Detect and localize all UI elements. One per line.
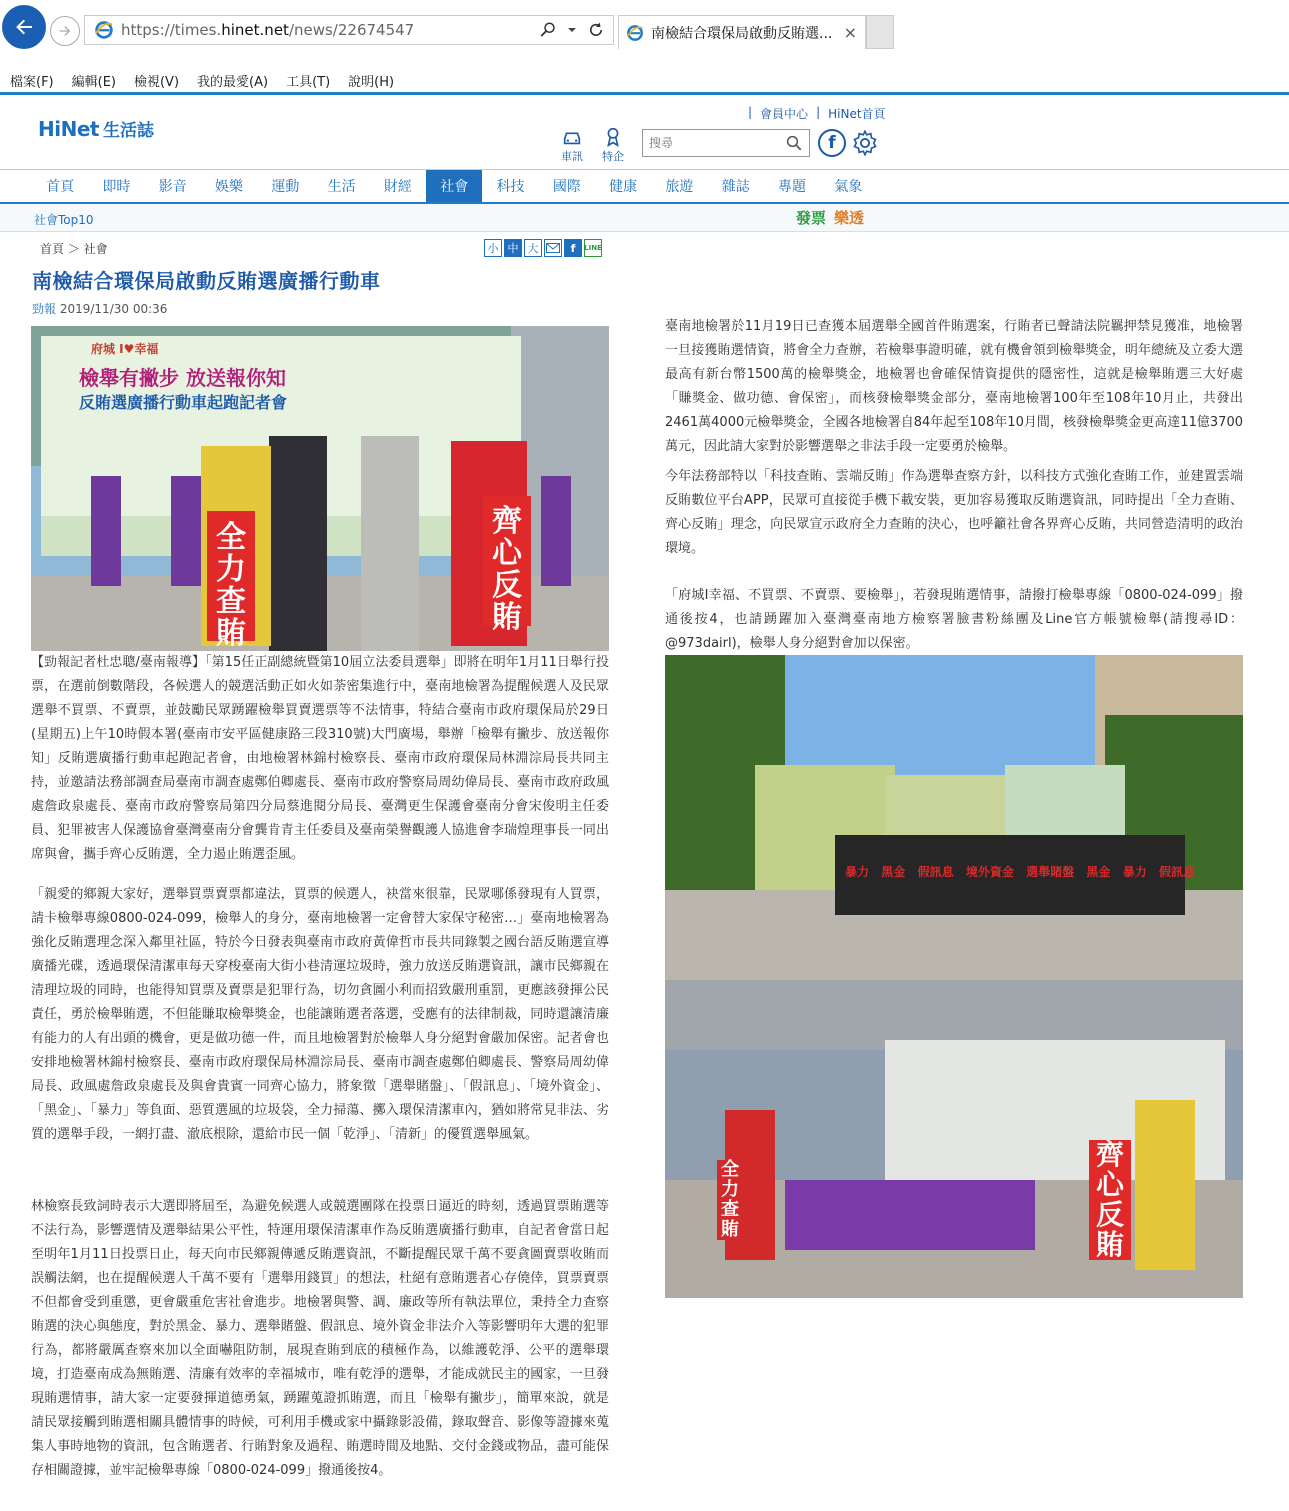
promo-links: [796, 207, 864, 228]
lion-right-banner: 齊心反賄: [1089, 1140, 1131, 1260]
article-paragraph-3: 林檢察長致詞時表示大選即將屆至，為避免候選人或競選團隊在投票日逼近的時刻，透過買票賄選等不法行為，影響選情及選舉結果公平性，特運用環保清潔車作為反賄選廣播行動車，自記者會當日起至明年1月11日投票日止，每天向市民鄉親傳遞反賄選資訊，不斷提醒民眾千萬不要貪圖賣票收賄而誤觸法網，也在提醒候選人千萬不要有「選舉用錢買」的想法，杜絕有意賄選者心存僥倖，買票賣票不但都會受到重懲，更會嚴重危害社會進步。地檢署與警、調、廉政等所有執法單位，秉持全力查察賄選的決心與態度，對於黑金、暴力、選舉賭盤、假訊息、境外資金非法介入等影響明年大選的犯罪行為，都將嚴厲查察來加以全面嚇阻防制，展現查賄到底的積極作為，以維護乾淨、公平的選舉環境，打造臺南成為無賄選、清廉有效率的幸福城市，唯有乾淨的選舉，才能成就民主的國家，一旦發現賄選情事，請大家一定要發揮道德勇氣，踴躍蒐證抓賄選，而且「檢舉有撇步」，簡單來說，就是請民眾接觸到賄選相關具體情事的時候，可利用手機或家中攝錄影設備，錄取聲音、影像等證據來蒐集人事時地物的資訊，包含賄選者、行賄對象及過程、賄選時間及地點、交付金錢或物品，盡可能保存相關證據，並牢記檢舉專線「0800-024-099」撥通後按4。: [31, 1199, 609, 1478]
article-datetime: 2019/11/30 00:36: [59, 302, 168, 316]
category-nav: [0, 170, 1289, 204]
url-path: /news/22674547: [288, 21, 415, 39]
article-headline: 南檢結合環保局啟動反賄選廣播行動車: [32, 269, 381, 293]
nav-item[interactable]: 科技: [496, 179, 525, 195]
close-icon[interactable]: ×: [843, 23, 857, 42]
article-tools: [484, 239, 602, 257]
bag-label: 選舉賭盤: [1026, 865, 1075, 879]
ie-logo-icon: [91, 17, 117, 43]
banner-top-text: 府城 I♥幸福: [91, 342, 159, 356]
forward-button[interactable]: [50, 16, 80, 46]
lion-left-banner: 全力查賄: [717, 1160, 743, 1240]
menu-bar: [0, 68, 1289, 92]
menu-view[interactable]: 檢視(V): [133, 74, 180, 90]
bag-label: 黑金: [1086, 865, 1111, 879]
font-large-button[interactable]: 大: [524, 239, 542, 257]
special-link[interactable]: [602, 126, 624, 164]
font-small-button[interactable]: 小: [484, 239, 502, 257]
search-icon[interactable]: [539, 21, 557, 39]
hinet-home-link[interactable]: HiNet首頁: [828, 107, 886, 121]
society-top10-link[interactable]: 社會Top10: [34, 213, 94, 227]
url-prefix: https://times.: [121, 21, 222, 39]
special-label: 特企: [602, 150, 624, 163]
photo-garbage-trucks: [665, 655, 1243, 980]
nav-item[interactable]: 娛樂: [215, 179, 244, 195]
bag-label: 暴力: [1122, 865, 1147, 879]
search-icon[interactable]: [783, 132, 805, 154]
nav-item[interactable]: 首頁: [46, 179, 75, 195]
gear-icon[interactable]: [851, 129, 879, 157]
photo-press-conference: [31, 326, 609, 651]
line-share-icon[interactable]: LINE: [584, 239, 602, 257]
garbage-bag-labels: [845, 863, 1195, 880]
site-logo[interactable]: [38, 116, 154, 141]
logo-sub: 生活誌: [102, 121, 154, 141]
car-news-link[interactable]: [561, 126, 583, 164]
article-paragraph-2: 「親愛的鄉親大家好，選舉買票賣票都違法，買票的候選人，袂當來很靠，民眾哪係發現有人買票，請卡檢舉專線0800-024-099，檢舉人的身分，臺南地檢署一定會替大家保守秘密…」臺南地檢署為強化反賄選理念深入鄰里社區，特於今日發表與臺南市政府黃偉哲市長共同錄製之國台語反賄選宣導廣播光碟，透過環保清潔車每天穿梭臺南大街小巷清運垃圾時，強力放送反賄選資訊，讓市民鄉親在清理垃圾的同時，也能得知買票及賣票是犯罪行為，切勿貪圖小利而招致嚴刑重罰，更應該發揮公民責任，勇於檢舉賄選，不但能賺取檢舉獎金，也能讓賄選者落選，受應有的法律制裁，同時還讓清廉有能力的人有出頭的機會，更是做功德一件，而且地檢署對於檢舉人身分絕對會嚴加保密。記者會也安排地檢署林錦村檢察長、臺南市政府環保局林淵淙局長、臺南市調查處鄭伯卿處長、警察局周幼偉局長、政風處詹政泉處長及與會貴賓一同齊心協力，將象徵「選舉賭盤」、「假訊息」、「境外資金」、「黑金」、「暴力」等負面、惡質選風的垃圾袋，全力掃蕩、擲入環保清潔車內，猶如將常見非法、劣質的選舉手段，一網打盡、澈底根除，還給市民一個「乾淨」、「清新」的優質選舉風氣。: [31, 887, 609, 1142]
back-button[interactable]: [2, 5, 46, 49]
article-source[interactable]: 勁報: [32, 302, 57, 316]
nav-item[interactable]: 健康: [609, 179, 638, 195]
sub-bar: [0, 204, 1289, 232]
browser-tab[interactable]: [618, 15, 866, 49]
url-domain: hinet.net: [221, 21, 289, 39]
nav-item[interactable]: 運動: [271, 179, 300, 195]
member-center-link[interactable]: 會員中心: [760, 107, 809, 121]
bag-label: 暴力: [845, 865, 870, 879]
invoice-link[interactable]: 發票: [796, 209, 827, 227]
nav-item[interactable]: 專題: [778, 179, 806, 195]
nav-item[interactable]: 即時: [102, 179, 131, 195]
font-medium-button[interactable]: 中: [504, 239, 522, 257]
car-icon: [561, 126, 583, 148]
mail-icon[interactable]: [544, 239, 562, 257]
nav-item[interactable]: 雜誌: [721, 179, 750, 195]
lottery-link[interactable]: 樂透: [834, 209, 865, 227]
new-tab-button[interactable]: [866, 15, 894, 49]
photo-group-lions: [665, 980, 1243, 1298]
nav-item[interactable]: 社會: [426, 170, 482, 202]
nav-item[interactable]: 影音: [158, 179, 187, 195]
refresh-icon[interactable]: [587, 21, 605, 39]
nav-item[interactable]: 氣象: [834, 179, 863, 195]
menu-help[interactable]: 說明(H): [348, 74, 395, 90]
address-bar[interactable]: [84, 15, 614, 45]
lion-left-banner: 全力查賄: [216, 520, 246, 651]
site-search: [642, 129, 810, 157]
menu-divider: [0, 92, 1289, 95]
menu-tools[interactable]: 工具(T): [286, 74, 331, 90]
nav-item[interactable]: 生活: [327, 179, 356, 195]
arrow-left-icon: [12, 15, 36, 39]
bag-label: 境外資金: [965, 865, 1014, 879]
article-paragraph-4: 臺南地檢署於11月19日已查獲本屆選舉全國首件賄選案，行賄者已聲請法院羈押禁見獲准，地檢署一旦接獲賄選情資，將會全力查辦，若檢舉事證明確，就有機會領到檢舉獎金，明年總統及立委大選最高有新台幣1500萬的檢舉獎金，地檢署也會確保情資提供的隱密性，這就是檢舉賄選三大好處「賺獎金、做功德、會保密」，而核發檢舉獎金部分，臺南地檢署100年至108年10月止，共發出2461萬4000元檢舉獎金，全國各地檢署自84年起至108年10月間，核發檢舉獎金更高達11億3700萬元，因此請大家對於影響選舉之非法手段一定要勇於檢舉。: [665, 319, 1243, 454]
medal-icon: [602, 126, 624, 148]
url-text: [121, 21, 539, 39]
menu-edit[interactable]: 編輯(E): [71, 74, 116, 90]
bag-label: 黑金: [881, 865, 906, 879]
banner-subtitle: 反賄選廣播行動車起跑記者會: [79, 393, 288, 412]
bag-label: 假訊息: [917, 865, 954, 879]
menu-file[interactable]: 檔案(F): [10, 74, 54, 90]
arrow-right-icon: [57, 23, 73, 39]
breadcrumb[interactable]: 首頁 ＞ 社會: [40, 242, 108, 256]
article-paragraph-1: 【勁報記者杜忠聰/臺南報導】「第15任正副總統暨第10屆立法委員選舉」即將在明年1月11日舉行投票，在選前倒數階段，各候選人的競選活動正如火如荼密集進行中，臺南地檢署為提醒候選人及民眾選舉不買票、不賣票，並鼓勵民眾踴躍檢舉買賣選票等不法情事，特結合臺南市政府環保局於29日(星期五)上午10時假本署(臺南市安平區健康路三段310號)大門廣場，舉辦「檢舉有撇步、放送報你知」反賄選廣播行動車起跑記者會，由地檢署林錦村檢察長、臺南市政府環保局林淵淙局長共同主持，並邀請法務部調查局臺南市調查處鄭伯卿處長、臺南市政府警察局周幼偉局長、臺南市政府政風處詹政泉處長、臺南市政府警察局第四分局蔡進閱分局長、臺灣更生保護會臺南分會宋俊明主任委員、犯罪被害人保護協會臺灣臺南分會龔肯青主任委員及臺南榮譽觀護人協進會李瑞煌理事長一同出席與會，攜手齊心反賄選，全力遏止賄選歪風。: [31, 655, 609, 862]
car-news-label: 車訊: [561, 150, 583, 163]
banner-title: 檢舉有撇步 放送報你知: [79, 366, 286, 390]
browser-chrome: [0, 0, 1289, 68]
bag-label: 假訊息: [1158, 865, 1195, 879]
tab-title: 南檢結合環保局啟動反賄選...: [651, 25, 833, 42]
facebook-share-icon[interactable]: f: [564, 239, 582, 257]
ie-logo-icon: [625, 23, 645, 43]
nav-item[interactable]: 財經: [383, 179, 412, 195]
lion-right-banner: 齊心反賄: [492, 504, 522, 635]
article-paragraph-6: 「府城I幸福、不買票、不賣票、要檢舉」，若發現賄選情事，請撥打檢舉專線「0800-024-099」撥通後按4，也請踴躍加入臺灣臺南地方檢察署臉書粉絲團及Line官方帳號檢舉(請搜尋ID：@973dairl)，檢舉人身分絕對會加以保密。: [665, 588, 1243, 651]
top-links: | 會員中心 | HiNet首頁: [748, 105, 886, 121]
facebook-icon[interactable]: f: [818, 129, 846, 157]
nav-item[interactable]: 國際: [552, 179, 581, 195]
chevron-down-icon[interactable]: [567, 25, 577, 35]
nav-item[interactable]: 旅遊: [665, 179, 694, 195]
article-byline: [32, 300, 167, 317]
search-input[interactable]: [643, 136, 783, 150]
article-paragraph-5: 今年法務部特以「科技查賄、雲端反賄」作為選舉查察方針，以科技方式強化查賄工作，並建置雲端反賄數位平台APP，民眾可直接從手機下載安裝，更加容易獲取反賄選資訊，同時提出「全力查賄、齊心反賄」理念，向民眾宣示政府全力查賄的決心，也呼籲社會各界齊心反賄，共同營造清明的政治環境。: [665, 469, 1243, 556]
logo-hinet: HiNet: [38, 116, 99, 141]
menu-favorites[interactable]: 我的最愛(A): [197, 74, 269, 90]
